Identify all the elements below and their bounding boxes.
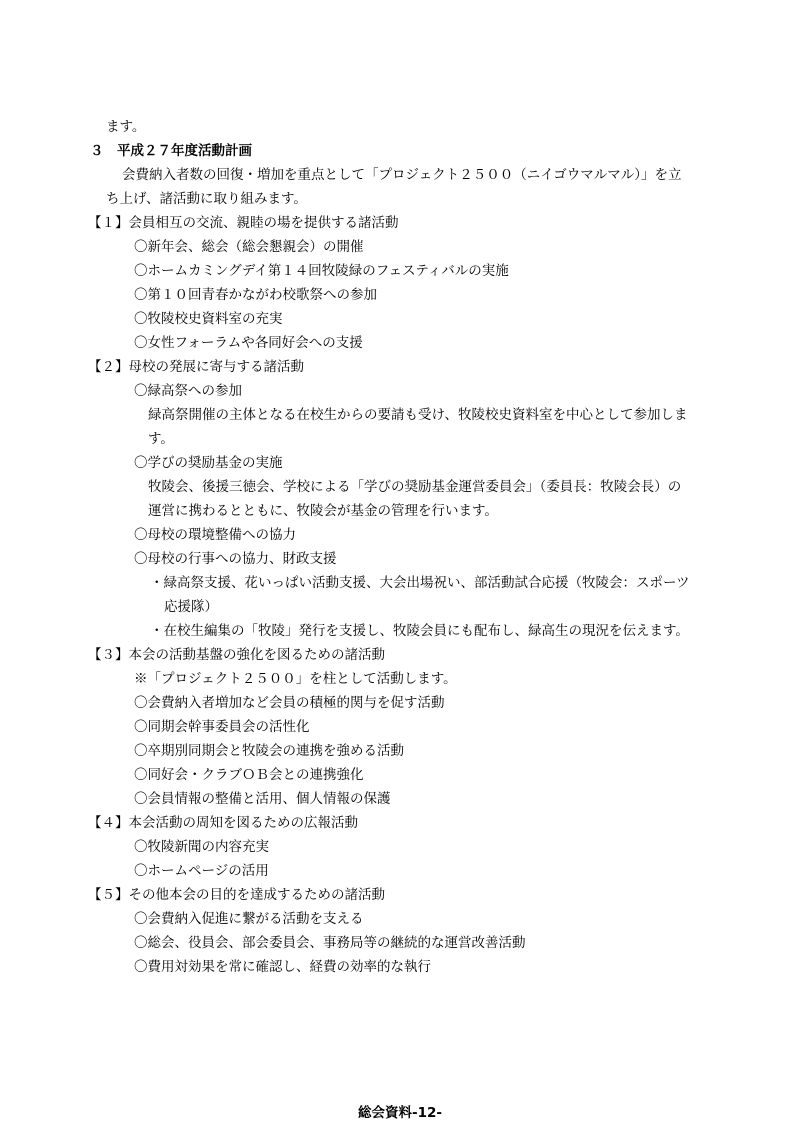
heading-1: 【１】会員相互の交流、親睦の場を提供する諸活動 bbox=[88, 215, 399, 231]
list-item: 〇ホームページの活用 bbox=[134, 863, 269, 879]
list-item: 〇費用対効果を常に確認し、経費の効率的な執行 bbox=[134, 959, 431, 975]
list-item: 〇牧陵新聞の内容充実 bbox=[134, 839, 269, 855]
list-item: 〇総会、役員会、部会委員会、事務局等の継続的な運営改善活動 bbox=[134, 935, 526, 951]
list-item: 〇新年会、総会（総会懇親会）の開催 bbox=[134, 239, 364, 255]
list-item: 〇会費納入者増加など会員の積極的関与を促す活動 bbox=[134, 695, 445, 711]
list-item: 〇緑高祭への参加 bbox=[134, 383, 242, 399]
bullet-item: ・在校生編集の「牧陵」発行を支援し、牧陵会員にも配布し、緑高生の現況を伝えます。 bbox=[150, 623, 689, 639]
list-item: 〇第１０回青春かながわ校歌祭への参加 bbox=[134, 287, 377, 303]
list-item: 〇母校の行事への協力、財政支援 bbox=[134, 551, 337, 567]
heading-2: 【２】母校の発展に寄与する諸活動 bbox=[88, 359, 304, 375]
list-item: 〇母校の環境整備への協力 bbox=[134, 527, 296, 543]
intro-line-2: ち上げ、諸活動に取り組みます。 bbox=[106, 191, 307, 207]
list-item: 〇同好会・クラブＯＢ会との連携強化 bbox=[134, 767, 364, 783]
list-item: 〇ホームカミングデイ第１４回牧陵緑のフェスティバルの実施 bbox=[134, 263, 509, 279]
list-item: 〇会員情報の整備と活用、個人情報の保護 bbox=[134, 791, 391, 807]
continued-text: ます。 bbox=[106, 119, 146, 135]
bullet-item-cont: 応援隊） bbox=[164, 599, 218, 615]
bullet-item: ・緑高祭支援、花いっぱい活動支援、大会出場祝い、部活動試合応援（牧陵会：スポーツ bbox=[150, 575, 690, 591]
intro-line-1: 会費納入者数の回復・増加を重点として「プロジェクト２５００（ニイゴウマルマル）」を立 bbox=[122, 167, 682, 183]
heading-3: 【３】本会の活動基盤の強化を図るための諸活動 bbox=[88, 647, 385, 663]
list-item: 〇会費納入促進に繋がる活動を支える bbox=[134, 911, 364, 927]
page-footer: 総会資料-12- bbox=[358, 1105, 442, 1121]
item-description: す。 bbox=[148, 431, 174, 447]
item-description: 緑高祭開催の主体となる在校生からの要請も受け、牧陵校史資料室を中心として参加しま bbox=[148, 407, 688, 423]
note: ※「プロジェクト２５００」を柱として活動します。 bbox=[134, 671, 457, 687]
heading-5: 【５】その他本会の目的を達成するための諸活動 bbox=[88, 887, 385, 903]
list-item: 〇牧陵校史資料室の充実 bbox=[134, 311, 283, 327]
heading-4: 【４】本会活動の周知を図るための広報活動 bbox=[88, 815, 358, 831]
list-item: 〇卒期別同期会と牧陵会の連携を強める活動 bbox=[134, 743, 404, 759]
list-item: 〇学びの奨励基金の実施 bbox=[134, 455, 283, 471]
item-description: 牧陵会、後援三徳会、学校による「学びの奨励基金運営委員会」（委員長：牧陵会長）の bbox=[148, 479, 682, 495]
item-description: 運営に携わるとともに、牧陵会が基金の管理を行います。 bbox=[148, 503, 498, 519]
list-item: 〇同期会幹事委員会の活性化 bbox=[134, 719, 310, 735]
section-title: ３ 平成２７年度活動計画 bbox=[90, 143, 252, 159]
list-item: 〇女性フォーラムや各同好会への支援 bbox=[134, 335, 363, 351]
